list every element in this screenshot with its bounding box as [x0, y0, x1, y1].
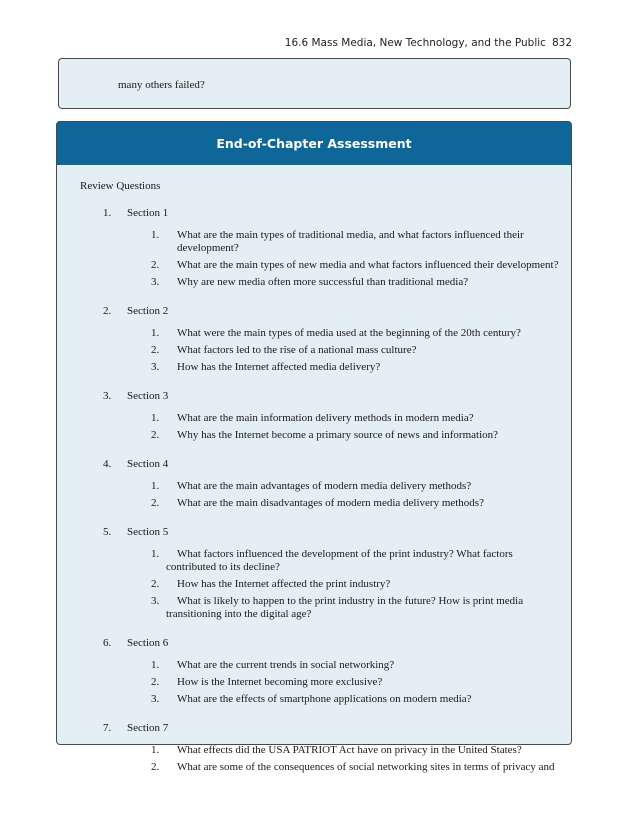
question-text: What are some of the consequences of social networking sites in terms of privacy and	[177, 761, 555, 773]
section-heading	[57, 454, 571, 476]
question-text: What are the effects of smartphone applications on modern media?	[177, 693, 472, 705]
section-heading	[57, 522, 571, 544]
question-number: 2.	[151, 344, 160, 356]
question-text: What are the main information delivery methods in modern media?	[177, 412, 474, 424]
section-number: 2.	[103, 305, 112, 317]
question-item	[57, 361, 571, 374]
previous-question-box	[58, 58, 571, 109]
question-item	[57, 259, 571, 272]
question-text: What were the main types of media used at the beginning of the 20th century?	[177, 327, 521, 339]
section-label: Section 1	[127, 207, 169, 219]
review-section	[57, 301, 571, 374]
question-number: 2.	[151, 761, 160, 773]
question-number: 3.	[151, 595, 160, 607]
question-item	[57, 578, 571, 591]
question-item	[57, 276, 571, 289]
question-item	[57, 429, 571, 442]
question-item	[57, 327, 571, 340]
question-text: What factors led to the rise of a national mass culture?	[177, 344, 417, 356]
question-text: What is likely to happen to the print industry in the future? How is print media transitioning into the digital age?	[166, 595, 524, 620]
section-number: 5.	[103, 526, 112, 538]
question-text: What are the main types of traditional media, and what factors influenced their development?	[177, 229, 524, 254]
question-list	[57, 659, 571, 706]
question-number: 1.	[151, 327, 160, 339]
question-list	[57, 412, 571, 442]
assessment-box	[56, 121, 572, 773]
section-heading	[57, 386, 571, 408]
question-number: 2.	[151, 497, 160, 509]
question-number: 2.	[151, 578, 160, 590]
section-heading	[57, 203, 571, 225]
question-item	[57, 480, 571, 493]
page-number: 832	[551, 37, 572, 49]
question-item	[57, 693, 571, 706]
section-number: 7.	[103, 722, 112, 734]
question-item	[57, 412, 571, 425]
question-number: 1.	[151, 548, 160, 560]
question-number: 3.	[151, 276, 160, 288]
question-text: What are the main types of new media and what factors influenced their development?	[177, 259, 559, 271]
question-text: How is the Internet becoming more exclusive?	[177, 676, 383, 688]
question-list	[57, 548, 571, 621]
question-number: 3.	[151, 361, 160, 373]
question-item	[57, 595, 571, 621]
question-text: Why has the Internet become a primary source of news and information?	[177, 429, 499, 441]
section-heading	[57, 301, 571, 323]
review-section	[57, 522, 571, 621]
question-text: How has the Internet affected the print industry?	[177, 578, 391, 590]
section-list	[57, 203, 571, 778]
section-label: Section 3	[127, 390, 169, 402]
question-number: 1.	[151, 480, 160, 492]
section-label: Section 6	[127, 637, 169, 649]
header-section-title: 16.6 Mass Media, New Technology, and the Public	[284, 37, 546, 49]
previous-question-text: many others failed?	[118, 79, 205, 91]
section-label: Section 4	[127, 458, 169, 470]
question-number: 1.	[151, 659, 160, 671]
section-number: 3.	[103, 390, 112, 402]
review-questions-heading: Review Questions	[80, 180, 161, 192]
section-number: 1.	[103, 207, 112, 219]
section-heading	[57, 718, 571, 740]
question-text: How has the Internet affected media delivery?	[177, 361, 381, 373]
question-item	[57, 497, 571, 510]
question-number: 3.	[151, 693, 160, 705]
section-label: Section 2	[127, 305, 169, 317]
question-number: 1.	[151, 744, 160, 756]
assessment-title: End-of-Chapter Assessment	[216, 136, 412, 151]
question-number: 2.	[151, 676, 160, 688]
section-heading	[57, 633, 571, 655]
assessment-header	[57, 122, 571, 165]
question-text: Why are new media often more successful than traditional media?	[177, 276, 469, 288]
question-item	[57, 744, 571, 757]
question-item	[57, 229, 571, 255]
running-header	[285, 37, 572, 49]
review-section	[57, 454, 571, 510]
question-item	[57, 659, 571, 672]
question-text: What are the current trends in social networking?	[177, 659, 395, 671]
question-text: What factors influenced the development of the print industry? What factors contributed to its decline?	[166, 548, 513, 573]
review-section	[57, 386, 571, 442]
question-number: 2.	[151, 259, 160, 271]
question-list	[57, 480, 571, 510]
question-item	[57, 761, 571, 774]
section-number: 6.	[103, 637, 112, 649]
question-item	[57, 676, 571, 689]
question-number: 1.	[151, 412, 160, 424]
question-list	[57, 744, 571, 774]
section-label: Section 5	[127, 526, 169, 538]
question-number: 1.	[151, 229, 160, 241]
question-text: What are the main advantages of modern media delivery methods?	[177, 480, 472, 492]
question-item	[57, 344, 571, 357]
review-section	[57, 203, 571, 289]
question-text: What effects did the USA PATRIOT Act have on privacy in the United States?	[177, 744, 522, 756]
section-number: 4.	[103, 458, 112, 470]
question-list	[57, 229, 571, 289]
question-text: What are the main disadvantages of modern media delivery methods?	[177, 497, 484, 509]
question-number: 2.	[151, 429, 160, 441]
question-list	[57, 327, 571, 374]
question-item	[57, 548, 571, 574]
review-section	[57, 633, 571, 706]
section-label: Section 7	[127, 722, 169, 734]
review-section	[57, 718, 571, 774]
